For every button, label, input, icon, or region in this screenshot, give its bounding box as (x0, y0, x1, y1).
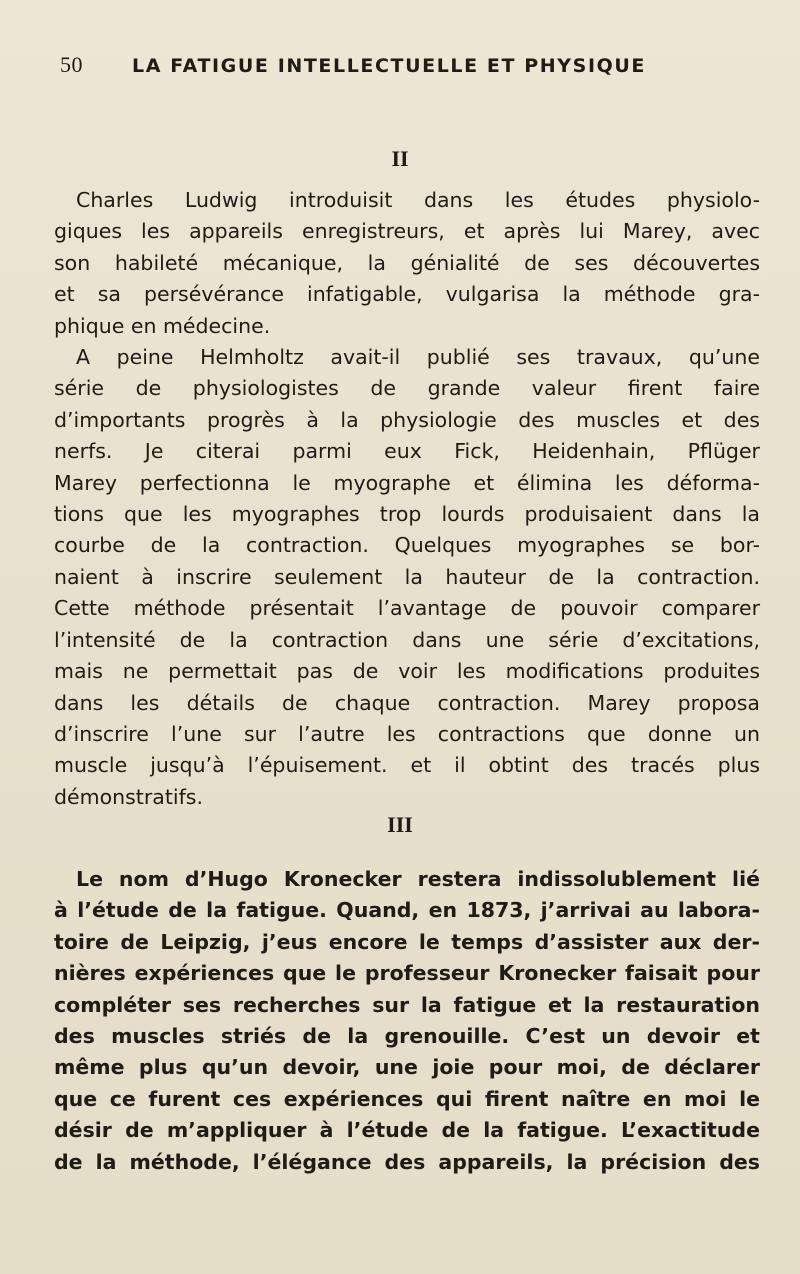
text-line: l’intensité de la contraction dans une série d’excitations, (54, 627, 760, 652)
text-line: Cette méthode présentait l’avantage de pouvoir comparer (54, 596, 760, 621)
text-line: son habileté mécanique, la génialité de ses découvertes (54, 250, 760, 275)
text-line: courbe de la contraction. Quelques myographes se bor- (54, 533, 760, 558)
text-line: d’inscrire l’une sur l’autre les contractions que donne un (54, 721, 760, 746)
text-line: désir de m’appliquer à l’étude de la fatigue. L’exactitude (54, 1118, 760, 1143)
text-line: série de physiologistes de grande valeur firent faire (54, 376, 760, 401)
text-line: tions que les myographes trop lourds produisaient dans la (54, 502, 760, 527)
text-line: naient à inscrire seulement la hauteur de la contraction. (54, 564, 760, 589)
text-line: que ce furent ces expériences qui firent naître en moi le (54, 1086, 760, 1111)
page-number: 50 (60, 52, 83, 77)
text-line: Marey perfectionna le myographe et élimina les déforma- (54, 470, 760, 495)
text-line: compléter ses recherches sur la fatigue et la restauration (54, 992, 760, 1017)
text-line: et sa persévérance infatigable, vulgarisa la méthode gra- (54, 282, 760, 307)
text-line: démonstratifs. (54, 784, 203, 809)
text-line: A peine Helmholtz avait-il publié ses travaux, qu’une (76, 345, 760, 370)
text-line: d’importants progrès à la physiologie des muscles et des (54, 407, 760, 432)
text-line: nières expériences que le professeur Kronecker faisait pour (54, 961, 760, 986)
text-line: toire de Leipzig, j’eus encore le temps d’assister aux der- (54, 929, 760, 954)
text-line: muscle jusqu’à l’épuisement. et il obtint des tracés plus (54, 753, 760, 778)
section-iii-text (54, 864, 760, 1178)
text-line: dans les détails de chaque contraction. Marey proposa (54, 690, 760, 715)
text-line: Charles Ludwig introduisit dans les études physiolo- (76, 188, 760, 212)
text-line: de la méthode, l’élégance des appareils, la précision des (54, 1149, 760, 1174)
section-heading-iii: III (387, 812, 413, 837)
section-ii-text (54, 185, 760, 813)
text-line: même plus qu’un devoir, une joie pour moi, de déclarer (54, 1055, 760, 1080)
text-line: nerfs. Je citerai parmi eux Fick, Heidenhain, Pflüger (54, 439, 760, 464)
text-line: phique en médecine. (54, 313, 271, 338)
running-title: LA FATIGUE INTELLECTUELLE ET PHYSIQUE (132, 55, 646, 77)
text-line: à l’étude de la fatigue. Quand, en 1873, j’arrivai au labora- (54, 898, 760, 923)
text-line: Le nom d’Hugo Kronecker restera indissolublement lié (76, 867, 760, 891)
section-heading-ii: II (391, 146, 409, 171)
running-header (60, 52, 750, 78)
text-line: mais ne permettait pas de voir les modifications produites (54, 659, 760, 684)
text-line: giques les appareils enregistreurs, et après lui Marey, avec (54, 219, 760, 244)
text-line: des muscles striés de la grenouille. C’est un devoir et (54, 1024, 760, 1049)
